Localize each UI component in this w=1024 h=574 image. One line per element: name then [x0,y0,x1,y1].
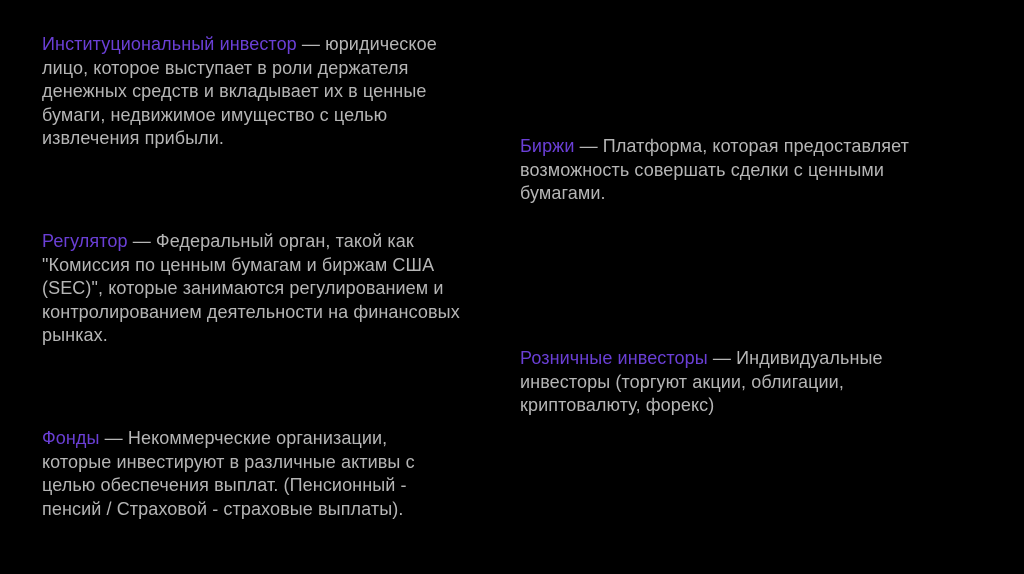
definition-text-line: денежных средств и вкладывает их в ценные [42,81,427,101]
definition-text-line: лицо, которое выступает в роли держателя [42,57,409,78]
term-funds: Фонды [42,428,100,448]
definition-text-line: — юридическое [296,34,437,54]
definition-institutional-investor [42,33,522,151]
definition-text-line: "Комиссия по ценным бумагам и биржам США [42,254,435,275]
definition-text-line: криптовалюту, форекс) [520,395,715,415]
definition-text-line: — Индивидуальные [707,348,883,368]
term-exchanges: Биржи [520,136,575,156]
definition-text-line: контролированием деятельности на финансовых [42,301,460,322]
definition-text-line: — Платформа, которая предоставляет [574,136,910,156]
term-institutional-investor: Институциональный инвестор [42,34,297,54]
term-regulator: Регулятор [42,231,128,251]
definition-retail-investors [520,347,980,418]
definition-text-line: (SEC)", которые занимаются регулированием и [42,278,444,298]
definition-text-line: возможность совершать сделки с ценными [520,159,885,180]
definition-text-line: бумагами. [520,183,606,203]
term-retail-investors: Розничные инвесторы [520,348,708,368]
definition-funds [42,427,522,521]
definition-text-line: пенсий / Страховой - страховые выплаты). [42,498,404,519]
definition-text-line: бумаги, недвижимое имущество с целью [42,104,388,125]
definition-text-line: — Некоммерческие организации, [99,428,388,448]
definition-exchanges [520,135,980,206]
definition-regulator [42,230,542,348]
definition-text-line: — Федеральный орган, такой как [127,231,414,251]
definition-text-line: целью обеспечения выплат. (Пенсионный - [42,475,407,495]
definition-text-line: которые инвестируют в различные активы с [42,451,415,472]
definition-text-line: рынках. [42,325,108,345]
definition-text-line: инвесторы (торгуют акции, облигации, [520,371,844,392]
definition-text-line: извлечения прибыли. [42,128,225,148]
